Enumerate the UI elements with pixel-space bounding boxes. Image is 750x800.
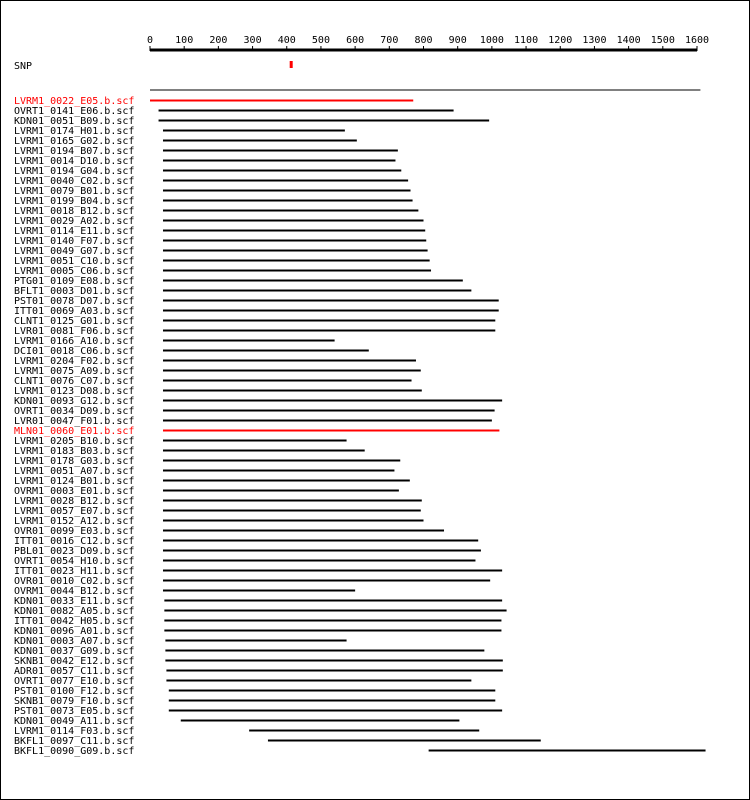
read-label[interactable]: LVRM1_0152_A12.b.scf [14, 516, 135, 527]
read-label[interactable]: LVR01_0081_F06.b.scf [14, 326, 135, 337]
read-label[interactable]: LVRM1_0051_A07.b.scf [14, 466, 135, 477]
read-label[interactable]: KDN01_0082_A05.b.scf [14, 606, 135, 617]
read-label[interactable]: LVRM1_0124_B01.b.scf [14, 476, 135, 487]
read-label[interactable]: MLN01_0060_E01.b.scf [14, 426, 135, 437]
read-label[interactable]: LVRM1_0205_B10.b.scf [14, 436, 135, 447]
ruler-tick-label: 800 [414, 35, 433, 46]
read-label[interactable]: LVRM1_0014_D10.b.scf [14, 156, 135, 167]
read-label[interactable]: KDN01_0093_G12.b.scf [14, 396, 135, 407]
read-label[interactable]: PST01_0100_F12.b.scf [14, 686, 135, 697]
ruler-tick-label: 1500 [650, 35, 675, 46]
read-label[interactable]: LVRM1_0051_C10.b.scf [14, 256, 135, 267]
ruler-tick-label: 1600 [684, 35, 710, 46]
read-label[interactable]: PST01_0073_E05.b.scf [14, 706, 135, 717]
read-label[interactable]: LVRM1_0114_F03.b.scf [14, 726, 135, 737]
read-label[interactable]: CLNT1_0076_C07.b.scf [14, 376, 135, 387]
ruler-tick-label: 900 [448, 35, 467, 46]
read-label[interactable]: KDN01_0037_G09.b.scf [14, 646, 135, 657]
ruler-tick-label: 600 [346, 35, 365, 46]
read-label[interactable]: KDN01_0049_A11.b.scf [14, 716, 135, 727]
read-label[interactable]: ITT01_0042_H05.b.scf [14, 616, 135, 627]
read-label[interactable]: LVR01_0047_F01.b.scf [14, 416, 135, 427]
ruler-tick-label: 1100 [514, 35, 539, 46]
ruler-tick-label: 700 [380, 35, 399, 46]
read-label[interactable]: LVRM1_0040_C02.b.scf [14, 176, 135, 187]
read-label[interactable]: PBL01_0023_D09.b.scf [14, 546, 135, 557]
read-label[interactable]: LVRM1_0123_D08.b.scf [14, 386, 135, 397]
read-label[interactable]: LVRM1_0178_G03.b.scf [14, 456, 135, 467]
ruler-tick-label: 1300 [582, 35, 607, 46]
read-label[interactable]: CLNT1_0125_G01.b.scf [14, 316, 135, 327]
ruler-tick-label: 1000 [479, 35, 504, 46]
read-label[interactable]: LVRM1_0199_B04.b.scf [14, 196, 135, 207]
snp-marker[interactable] [290, 61, 293, 68]
ruler-tick-label: 400 [277, 35, 296, 46]
read-label[interactable]: LVRM1_0075_A09.b.scf [14, 366, 135, 377]
read-label[interactable]: LVRM1_0140_F07.b.scf [14, 236, 135, 247]
position-ruler [147, 35, 709, 51]
read-label[interactable]: LVRM1_0114_E11.b.scf [14, 226, 135, 237]
read-label[interactable]: SKNB1_0079_F10.b.scf [14, 696, 135, 707]
read-label[interactable]: LVRM1_0174_H01.b.scf [14, 126, 135, 137]
read-label[interactable]: LVRM1_0204_F02.b.scf [14, 356, 135, 367]
read-label[interactable]: BKFL1_0097_C11.b.scf [14, 736, 135, 747]
read-label[interactable]: LVRM1_0049_G07.b.scf [14, 246, 135, 257]
snp-label: SNP [14, 61, 33, 72]
read-label[interactable]: BKFL1_0090_G09.b.scf [14, 746, 135, 757]
reads-track [14, 96, 706, 757]
read-label[interactable]: LVRM1_0183_B03.b.scf [14, 446, 135, 457]
read-label[interactable]: LVRM1_0057_E07.b.scf [14, 506, 135, 517]
read-label[interactable]: OVRT1_0054_H10.b.scf [14, 556, 135, 567]
read-label[interactable]: LVRM1_0194_B07.b.scf [14, 146, 135, 157]
read-label[interactable]: LVRM1_0018_B12.b.scf [14, 206, 135, 217]
read-label[interactable]: DCI01_0018_C06.b.scf [14, 346, 135, 357]
read-label[interactable]: LVRM1_0079_B01.b.scf [14, 186, 135, 197]
ruler-tick-label: 500 [311, 35, 330, 46]
read-label[interactable]: LVRM1_0028_B12.b.scf [14, 496, 135, 507]
ruler-tick-label: 1200 [548, 35, 573, 46]
read-label[interactable]: OVRM1_0044_B12.b.scf [14, 586, 135, 597]
read-label[interactable]: LVRM1_0194_G04.b.scf [14, 166, 135, 177]
read-label[interactable]: OVR01_0099_E03.b.scf [14, 526, 135, 537]
read-label[interactable]: OVRT1_0141_E06.b.scf [14, 106, 135, 117]
read-label[interactable]: KDN01_0033_E11.b.scf [14, 596, 135, 607]
read-label[interactable]: BFLT1_0003_D01.b.scf [14, 286, 135, 297]
ruler-tick-label: 1400 [616, 35, 641, 46]
ruler-tick-label: 100 [175, 35, 194, 46]
read-label[interactable]: KDN01_0051_B09.b.scf [14, 116, 135, 127]
read-label[interactable]: ADR01_0057_C11.b.scf [14, 666, 135, 677]
read-label[interactable]: OVR01_0010_C02.b.scf [14, 576, 135, 587]
snp-track [14, 61, 293, 72]
read-label[interactable]: OVRT1_0034_D09.b.scf [14, 406, 135, 417]
read-label[interactable]: LVRM1_0022_E05.b.scf [14, 96, 135, 107]
ruler-tick-label: 0 [146, 35, 154, 46]
read-label[interactable]: ITT01_0069_A03.b.scf [14, 306, 135, 317]
read-label[interactable]: OVRT1_0077_E10.b.scf [14, 676, 135, 687]
read-label[interactable]: PST01_0078_D07.b.scf [14, 296, 135, 307]
ruler-tick-label: 200 [209, 35, 228, 46]
read-label[interactable]: LVRM1_0029_A02.b.scf [14, 216, 135, 227]
read-label[interactable]: OVRM1_0003_E01.b.scf [14, 486, 135, 497]
read-label[interactable]: KDN01_0003_A07.b.scf [14, 636, 135, 647]
read-label[interactable]: SKNB1_0042_E12.b.scf [14, 656, 135, 667]
read-label[interactable]: ITT01_0016_C12.b.scf [14, 536, 135, 547]
read-label[interactable]: LVRM1_0165_G02.b.scf [14, 136, 135, 147]
read-label[interactable]: LVRM1_0166_A10.b.scf [14, 336, 135, 347]
ruler-tick-label: 300 [243, 35, 262, 46]
read-label[interactable]: KDN01_0096_A01.b.scf [14, 626, 135, 637]
read-label[interactable]: ITT01_0023_H11.b.scf [14, 566, 135, 577]
read-label[interactable]: PTG01_0109_E08.b.scf [14, 276, 135, 287]
read-label[interactable]: LVRM1_0005_C06.b.scf [14, 266, 135, 277]
